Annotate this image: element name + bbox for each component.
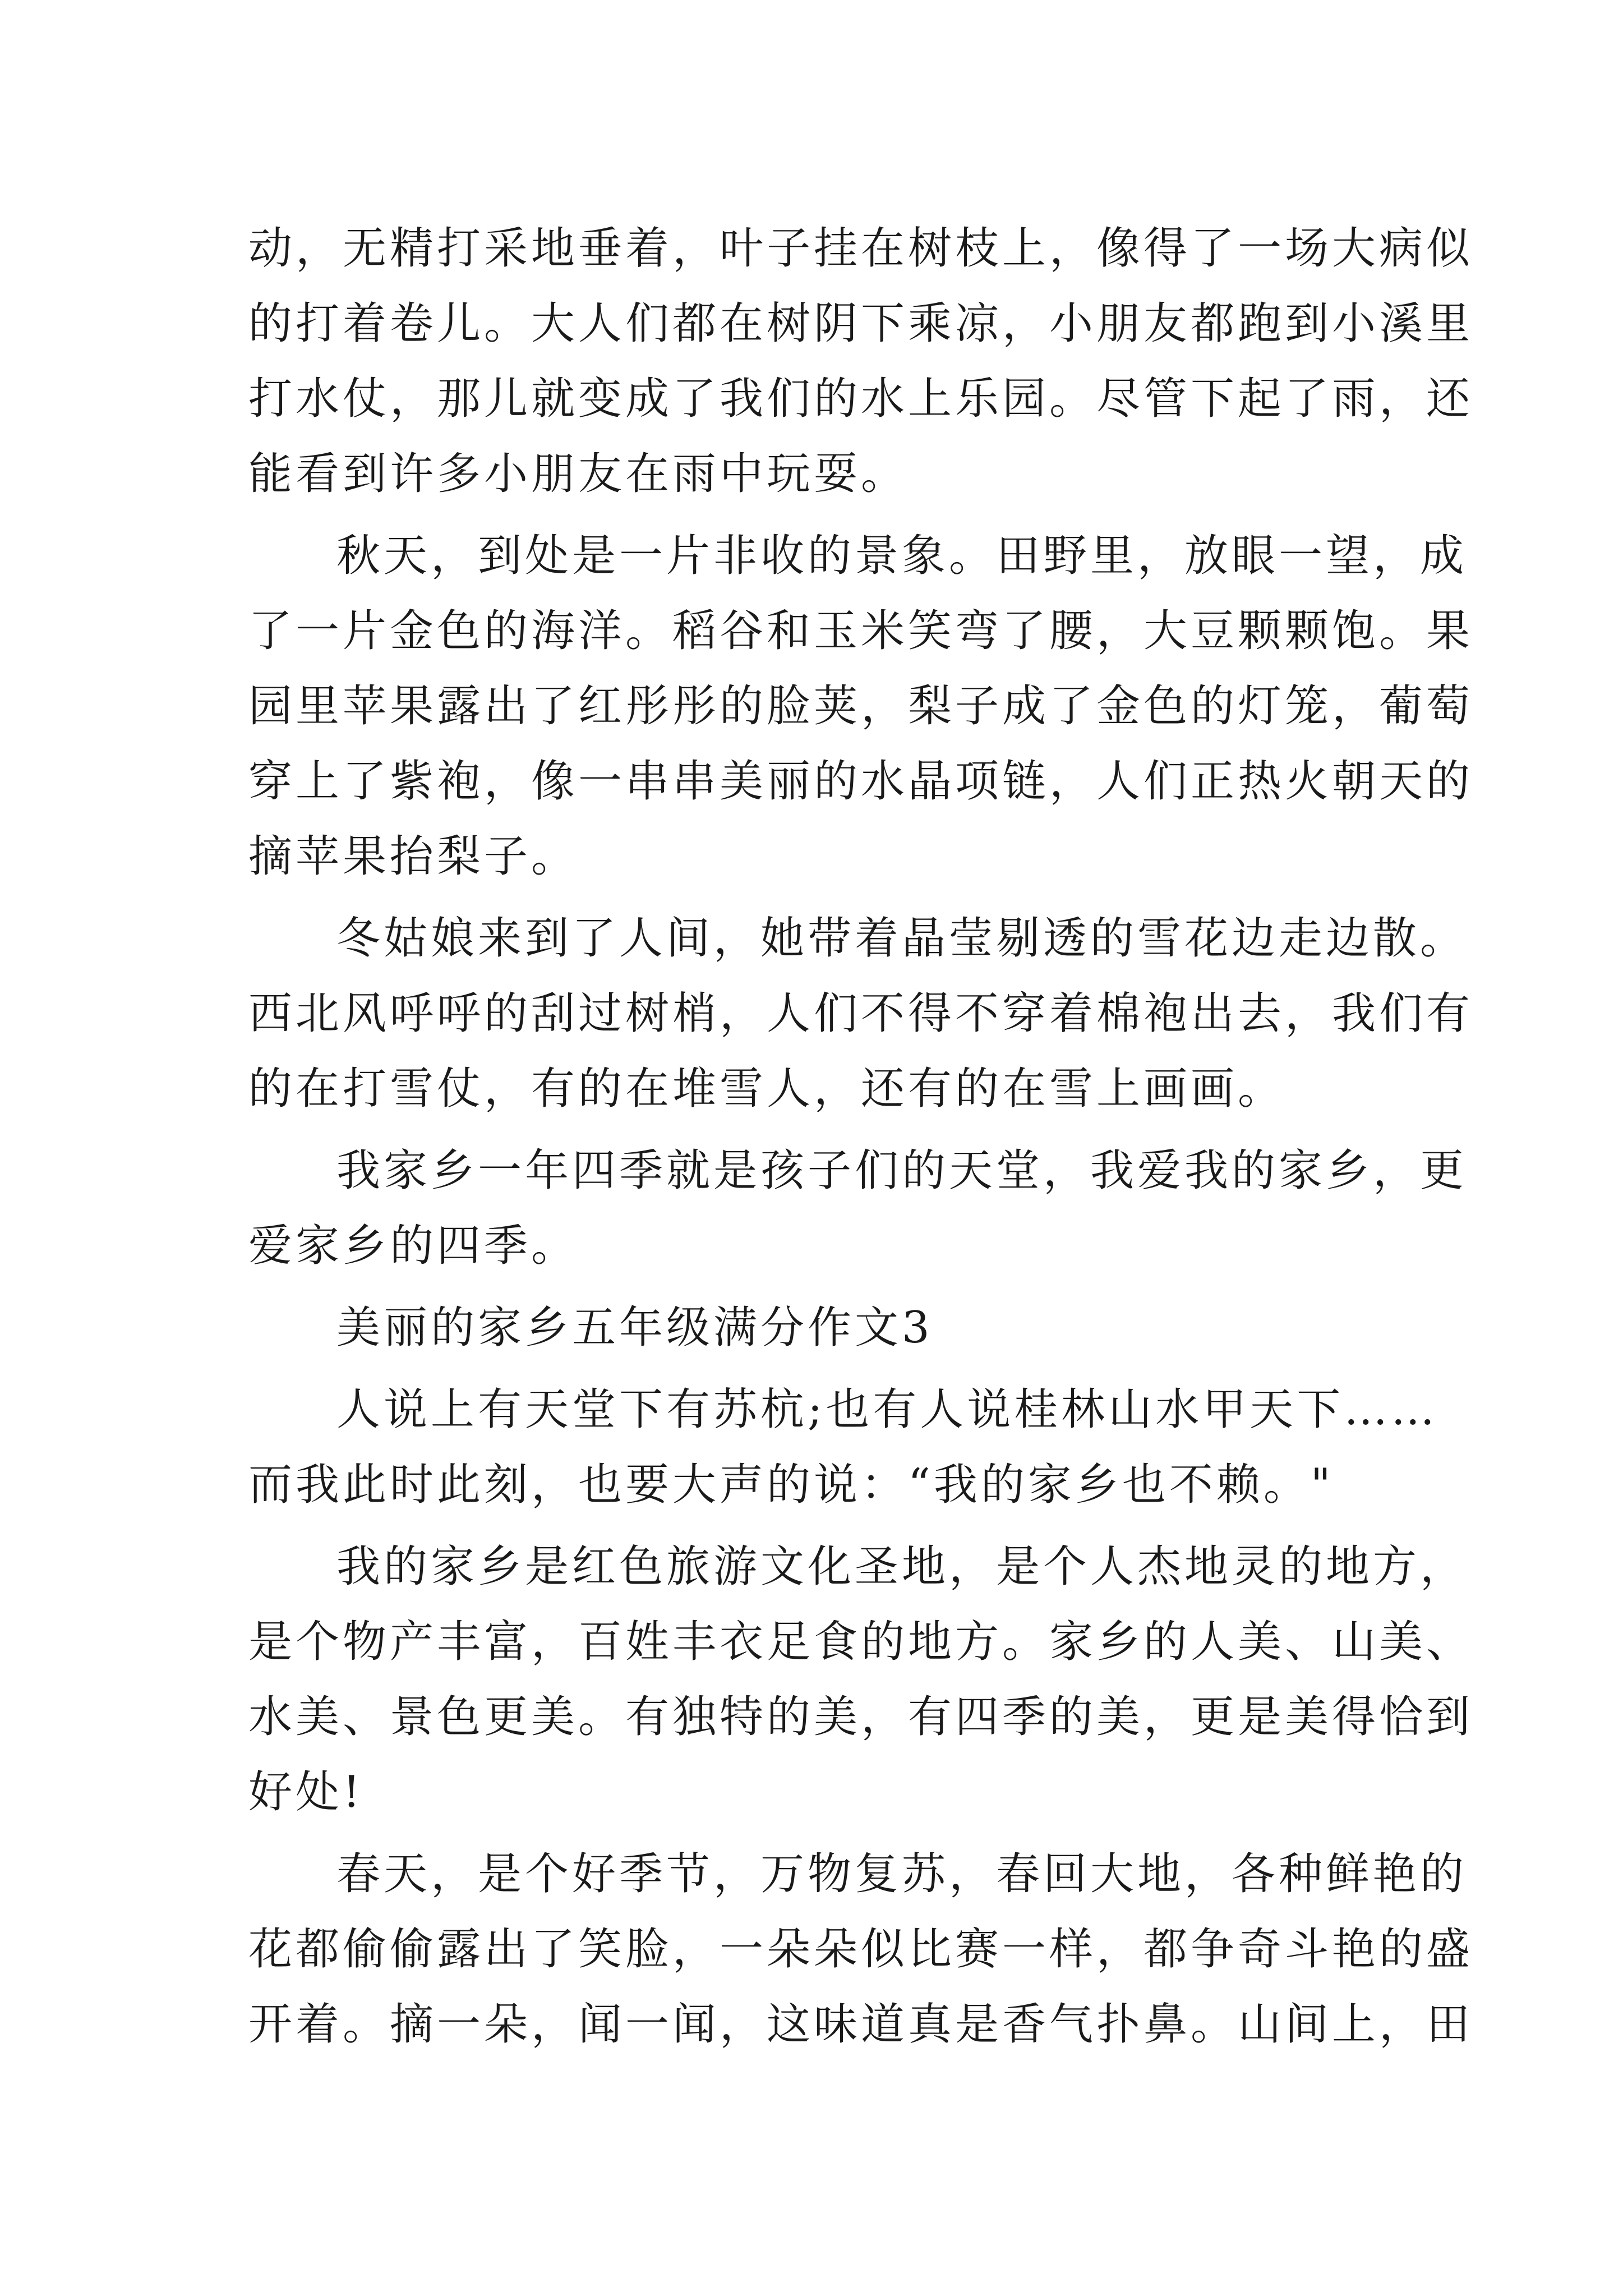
paragraph-start-line: 春天，是个好季节，万物复苏，春回大地，各种鲜艳的 xyxy=(336,1849,1468,1899)
text-line: 西北风呼呼的刮过树梢，人们不得不穿着棉袍出去，我们有 xyxy=(248,988,1474,1039)
text-line: 而我此时此刻，也要大声的说：“我的家乡也不赖。" xyxy=(248,1460,1334,1510)
text-line: 穿上了紫袍，像一串串美丽的水晶项链，人们正热火朝天的 xyxy=(248,756,1474,807)
paragraph-start-line: 秋天，到处是一片非收的景象。田野里，放眼一望，成 xyxy=(336,531,1468,581)
text-line: 爱家乡的四季。 xyxy=(248,1221,579,1271)
text-line: 开着。摘一朵，闻一闻，这味道真是香气扑鼻。山间上，田 xyxy=(248,1999,1474,2050)
text-line: 水美、景色更美。有独特的美，有四季的美，更是美得恰到 xyxy=(248,1692,1474,1742)
text-line: 动，无精打采地垂着，叶子挂在树枝上，像得了一场大病似 xyxy=(248,223,1474,274)
text-line: 园里苹果露出了红彤彤的脸荚，梨子成了金色的灯笼，葡萄 xyxy=(248,681,1474,731)
text-line: 的在打雪仗，有的在堆雪人，还有的在雪上画画。 xyxy=(248,1064,1285,1114)
text-line: 花都偷偷露出了笑脸，一朵朵似比赛一样，都争奇斗艳的盛 xyxy=(248,1924,1474,1975)
text-line: 了一片金色的海洋。稻谷和玉米笑弯了腰，大豆颗颗饱。果 xyxy=(248,606,1474,656)
section-heading: 美丽的家乡五年级满分作文3 xyxy=(336,1303,933,1353)
paragraph-start-line: 我家乡一年四季就是孩子们的天堂，我爱我的家乡，更 xyxy=(336,1145,1468,1196)
text-line: 能看到许多小朋友在雨中玩耍。 xyxy=(248,449,909,499)
text-line: 好处! xyxy=(248,1767,364,1818)
paragraph-start-line: 我的家乡是红色旅游文化圣地，是个人杰地灵的地方， xyxy=(336,1542,1468,1592)
text-line: 是个物产丰富，百姓丰衣足食的地方。家乡的人美、山美、 xyxy=(248,1617,1474,1667)
text-line: 打水仗，那儿就变成了我们的水上乐园。尽管下起了雨，还 xyxy=(248,374,1474,424)
text-line: 的打着卷儿。大人们都在树阴下乘凉，小朋友都跑到小溪里 xyxy=(248,298,1474,349)
paragraph-start-line: 冬姑娘来到了人间，她带着晶莹剔透的雪花边走边散。 xyxy=(336,913,1468,964)
text-line: 摘苹果抬梨子。 xyxy=(248,831,579,882)
paragraph-start-line: 人说上有天堂下有苏杭;也有人说桂林山水甲天下…… xyxy=(336,1384,1438,1435)
